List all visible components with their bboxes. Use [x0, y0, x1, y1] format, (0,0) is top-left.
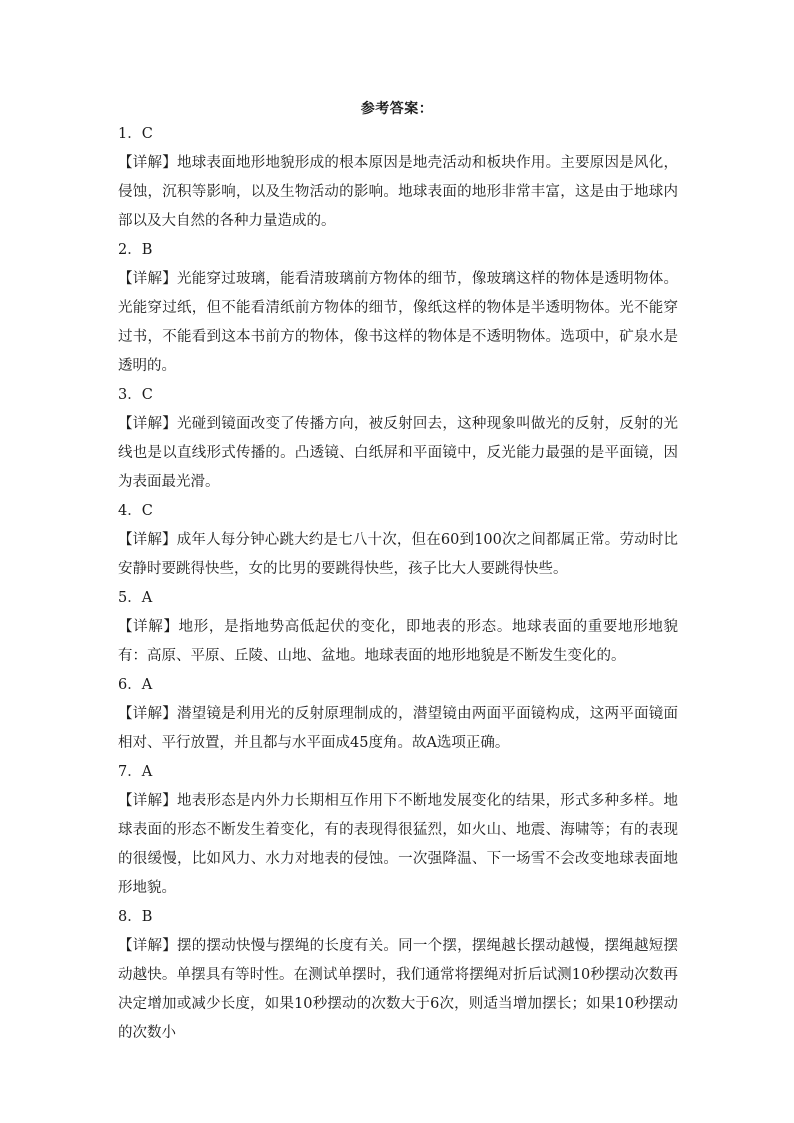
answer-item-1: [118, 120, 678, 236]
answer-explanation: [118, 265, 678, 381]
answer-item-2: [118, 236, 678, 381]
answer-number: 7．A: [118, 764, 153, 780]
explanation-tag: 【详解】: [118, 416, 177, 432]
explanation-text: 光能穿过玻璃，能看清玻璃前方物体的细节，像玻璃这样的物体是透明物体。光能穿过纸，但不能看清纸前方物体的细节，像纸这样的物体是半透明物体。光不能穿过书，不能看到这本书前方的物体，像书这样的物体是不透明物体。选项中，矿泉水是透明的。: [118, 271, 679, 374]
answer-number: 8．B: [118, 909, 153, 925]
answer-item-4: [118, 497, 678, 584]
answer-explanation: [118, 787, 678, 903]
answer-number: 4．C: [118, 503, 153, 519]
explanation-text: 光碰到镜面改变了传播方向，被反射回去，这种现象叫做光的反射，反射的光线也是以直线形式传播的。凸透镜、白纸屏和平面镜中，反光能力最强的是平面镜，因为表面最光滑。: [118, 416, 679, 490]
explanation-text: 摆的摆动快慢与摆绳的长度有关。同一个摆，摆绳越长摆动越慢，摆绳越短摆动越快。单摆具有等时性。在测试单摆时，我们通常将摆绳对折后试测10秒摆动次数再决定增加或减少长度，如果10秒摆动的次数大于6次，则适当增加摆长；如果10秒摆动的次数小: [118, 938, 679, 1041]
explanation-text: 潜望镜是利用光的反射原理制成的，潜望镜由两面平面镜构成，这两平面镜面相对、平行放置，并且都与水平面成45度角。故A选项正确。: [118, 706, 679, 751]
explanation-tag: 【详解】: [118, 793, 177, 809]
answer-explanation: [118, 149, 678, 236]
answer-number: 1．C: [118, 126, 153, 142]
explanation-text: 地形，是指地势高低起伏的变化，即地表的形态。地球表面的重要地形地貌有：高原、平原、丘陵、山地、盆地。地球表面的地形地貌是不断发生变化的。: [118, 619, 679, 664]
answer-item-8: [118, 903, 678, 1048]
explanation-tag: 【详解】: [118, 271, 177, 287]
answer-explanation: [118, 410, 678, 497]
answer-explanation: [118, 526, 678, 584]
answer-number: 5．A: [118, 590, 153, 606]
answer-list: [118, 120, 678, 1048]
explanation-text: 地表形态是内外力长期相互作用下不断地发展变化的结果，形式多种多样。地球表面的形态不断发生着变化，有的表现得很猛烈，如火山、地震、海啸等；有的表现的很缓慢，比如风力、水力对地表的侵蚀。一次强降温、下一场雪不会改变地球表面地形地貌。: [118, 793, 679, 896]
explanation-text: 成年人每分钟心跳大约是七八十次，但在60到100次之间都属正常。劳动时比安静时要跳得快些，女的比男的要跳得快些，孩子比大人要跳得快些。: [118, 532, 679, 577]
explanation-tag: 【详解】: [118, 619, 179, 635]
explanation-tag: 【详解】: [118, 532, 177, 548]
answer-explanation: [118, 932, 678, 1048]
answer-explanation: [118, 613, 678, 671]
answer-item-3: [118, 381, 678, 497]
answer-item-7: [118, 758, 678, 903]
explanation-tag: 【详解】: [118, 155, 177, 171]
answer-number: 2．B: [118, 242, 153, 258]
answer-number: 6．A: [118, 677, 153, 693]
explanation-tag: 【详解】: [118, 938, 177, 954]
answer-item-5: [118, 584, 678, 671]
explanation-text: 地球表面地形地貌形成的根本原因是地壳活动和板块作用。主要原因是风化，侵蚀，沉积等影响，以及生物活动的影响。地球表面的地形非常丰富，这是由于地球内部以及大自然的各种力量造成的。: [118, 155, 679, 229]
explanation-tag: 【详解】: [118, 706, 177, 722]
page-title: 参考答案：: [360, 101, 434, 117]
answer-item-6: [118, 671, 678, 758]
answer-explanation: [118, 700, 678, 758]
answer-number: 3．C: [118, 387, 153, 403]
